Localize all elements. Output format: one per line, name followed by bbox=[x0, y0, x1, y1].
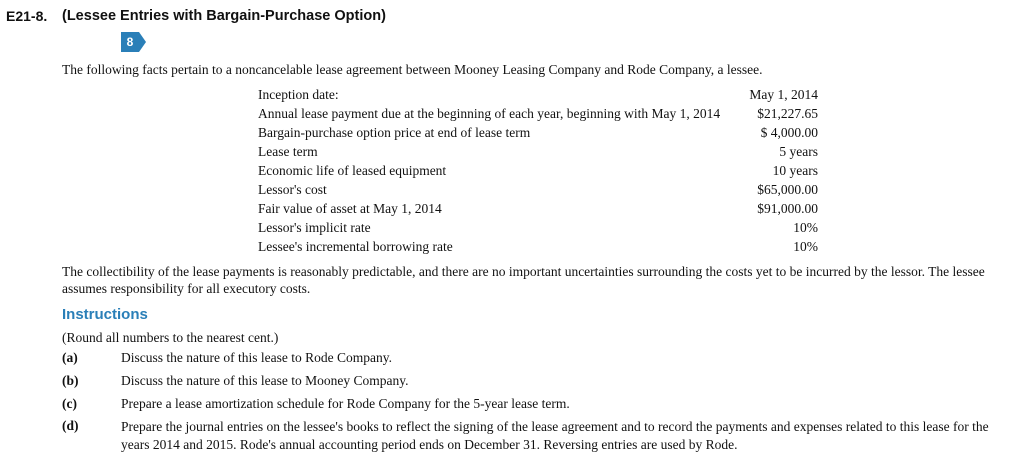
badge-number: 8 bbox=[121, 32, 139, 52]
fact-label: Economic life of leased equipment bbox=[258, 163, 447, 178]
fact-row bbox=[258, 104, 818, 123]
fact-row bbox=[258, 142, 818, 161]
badge-arrow-icon bbox=[139, 32, 146, 52]
fact-value: $91,000.00 bbox=[757, 201, 818, 216]
fact-value: 10 years bbox=[772, 163, 818, 178]
fact-value: 5 years bbox=[779, 144, 818, 159]
fact-value: $65,000.00 bbox=[757, 182, 818, 197]
lease-facts-table bbox=[258, 85, 818, 256]
fact-row bbox=[258, 180, 818, 199]
exercise-title: (Lessee Entries with Bargain-Purchase Option) bbox=[62, 8, 386, 24]
fact-row bbox=[258, 218, 818, 237]
fact-row bbox=[258, 161, 818, 180]
item-a-text: Discuss the nature of this lease to Rode Company. bbox=[121, 350, 392, 365]
fact-value: $21,227.65 bbox=[757, 106, 818, 121]
fact-label: Fair value of asset at May 1, 2014 bbox=[258, 201, 442, 216]
exercise-number: E21-8. bbox=[6, 8, 48, 24]
fact-row bbox=[258, 123, 818, 142]
item-b-label: (b) bbox=[62, 373, 79, 388]
fact-label: Lessor's implicit rate bbox=[258, 220, 371, 235]
fact-label: Inception date: bbox=[258, 87, 339, 102]
fact-value: May 1, 2014 bbox=[749, 87, 818, 102]
item-d-label: (d) bbox=[62, 418, 79, 433]
fact-label: Lessee's incremental borrowing rate bbox=[258, 239, 453, 254]
instructions-heading: Instructions bbox=[62, 306, 148, 323]
learning-objective-badge bbox=[121, 32, 146, 52]
fact-row bbox=[258, 85, 818, 104]
fact-label: Lessor's cost bbox=[258, 182, 327, 197]
fact-value: 10% bbox=[793, 239, 818, 254]
intro-paragraph: The following facts pertain to a noncancelable lease agreement between Mooney Leasing Company and Rode Company, a lessee. bbox=[62, 62, 763, 77]
fact-value: $ 4,000.00 bbox=[760, 125, 818, 140]
fact-row bbox=[258, 237, 818, 256]
collectibility-paragraph: The collectibility of the lease payments is reasonably predictable, and there are no important uncertainties surrounding the costs yet to be incurred by the lessor. The lessee assumes responsibility for all executory costs. bbox=[62, 264, 985, 296]
rounding-note: (Round all numbers to the nearest cent.) bbox=[62, 330, 279, 345]
item-a-label: (a) bbox=[62, 350, 78, 365]
fact-label: Lease term bbox=[258, 144, 318, 159]
item-c-label: (c) bbox=[62, 396, 77, 411]
item-b-text: Discuss the nature of this lease to Mooney Company. bbox=[121, 373, 409, 388]
item-c-text: Prepare a lease amortization schedule for Rode Company for the 5-year lease term. bbox=[121, 396, 570, 411]
fact-label: Bargain-purchase option price at end of lease term bbox=[258, 125, 531, 140]
item-d-text: Prepare the journal entries on the lessee's books to reflect the signing of the lease agreement and to record the payments and expenses related to this lease for the years 2014 and 2015. Rode's annual accounting period ends on December 31. Reversing entries are used by Rode. bbox=[121, 419, 989, 452]
fact-row bbox=[258, 199, 818, 218]
fact-label: Annual lease payment due at the beginning of each year, beginning with May 1, 2014 bbox=[258, 106, 721, 121]
fact-value: 10% bbox=[793, 220, 818, 235]
